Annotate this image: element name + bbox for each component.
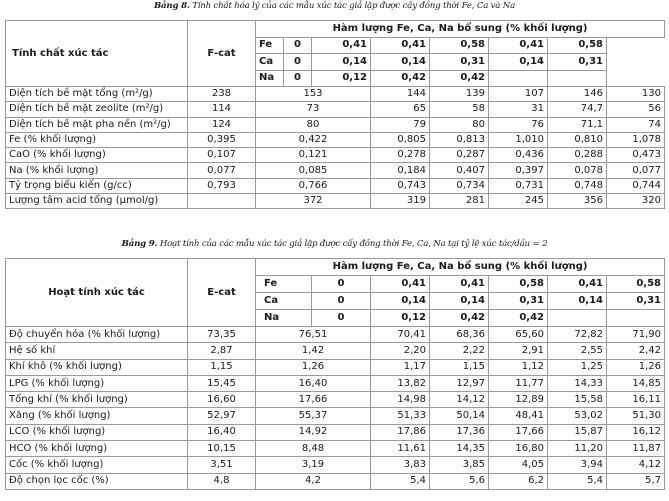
- cell-value: 15,58: [548, 392, 607, 408]
- metal-label: Fe: [256, 276, 312, 293]
- ref-value: 4,8: [188, 473, 256, 489]
- cell-value: 4,2: [256, 473, 371, 489]
- ref-value: 52,97: [188, 408, 256, 424]
- cell-value: 0,397: [489, 163, 548, 178]
- metal-value: 0: [312, 276, 371, 293]
- row-label: Độ chọn lọc cốc (%): [6, 473, 188, 489]
- cell-value: 0,813: [430, 132, 489, 147]
- cell-value: 17,86: [371, 424, 430, 440]
- cell-value: 107: [489, 87, 548, 102]
- cell-value: 11,20: [548, 441, 607, 457]
- table2: [5, 258, 665, 490]
- table1-caption-label: Bảng 8.: [153, 1, 190, 11]
- row-label: Khí khô (% khối lượng): [6, 359, 188, 375]
- table-row: [6, 473, 665, 489]
- table2-group-header: Hàm lượng Fe, Ca, Na bổ sung (% khối lượng): [256, 259, 665, 276]
- metal-value: 0,31: [430, 54, 489, 71]
- metal-value: 0: [284, 54, 312, 71]
- metal-value: 0,58: [430, 37, 489, 54]
- cell-value: 1,15: [430, 359, 489, 375]
- row-label: Tỷ trọng biểu kiến (g/cc): [6, 178, 188, 193]
- cell-value: 2,55: [548, 343, 607, 359]
- cell-value: 1,26: [256, 359, 371, 375]
- cell-value: 2,20: [371, 343, 430, 359]
- row-label: Tổng khí (% khối lượng): [6, 392, 188, 408]
- cell-value: 144: [371, 87, 430, 102]
- row-label: Diện tích bề mặt zeolite (m²/g): [6, 102, 188, 117]
- metal-value: 0,41: [489, 37, 548, 54]
- metal-value: 0,41: [371, 276, 430, 293]
- cell-value: 14,12: [430, 392, 489, 408]
- cell-value: 72,82: [548, 327, 607, 343]
- cell-value: 31: [489, 102, 548, 117]
- ref-value: 238: [188, 87, 256, 102]
- ref-value: 16,40: [188, 424, 256, 440]
- cell-value: 16,11: [607, 392, 665, 408]
- row-label: Lượng tâm acid tổng (µmol/g): [6, 194, 188, 209]
- cell-value: 3,85: [430, 457, 489, 473]
- ref-value: 73,35: [188, 327, 256, 343]
- cell-value: 146: [548, 87, 607, 102]
- cell-value: 1,25: [548, 359, 607, 375]
- metal-value: 0,12: [371, 310, 430, 327]
- row-label: CaO (% khối lượng): [6, 148, 188, 163]
- cell-value: 14,33: [548, 375, 607, 391]
- cell-value: 1,26: [607, 359, 665, 375]
- cell-value: 0,288: [548, 148, 607, 163]
- cell-value: 0,734: [430, 178, 489, 193]
- cell-value: 1,12: [489, 359, 548, 375]
- cell-value: 80: [256, 117, 371, 132]
- metal-value: [548, 70, 607, 87]
- metal-label: Ca: [256, 293, 312, 310]
- table-row: [6, 424, 665, 440]
- cell-value: 11,61: [371, 441, 430, 457]
- row-label: Diện tích bề mặt pha nền (m²/g): [6, 117, 188, 132]
- cell-value: 12,97: [430, 375, 489, 391]
- metal-value: 0,31: [548, 54, 607, 71]
- metal-label: Ca: [256, 54, 284, 71]
- table-row: [6, 194, 665, 209]
- metal-value: 0,14: [371, 293, 430, 310]
- metal-value: 0,14: [548, 293, 607, 310]
- row-label: Hệ số khí: [6, 343, 188, 359]
- cell-value: 0,810: [548, 132, 607, 147]
- metal-value: [607, 310, 665, 327]
- cell-value: 372: [256, 194, 371, 209]
- cell-value: 51,30: [607, 408, 665, 424]
- row-label: LCO (% khối lượng): [6, 424, 188, 440]
- cell-value: 15,87: [548, 424, 607, 440]
- ref-value: 0,793: [188, 178, 256, 193]
- row-label: Cốc (% khối lượng): [6, 457, 188, 473]
- row-label: Diện tích bề mặt tổng (m²/g): [6, 87, 188, 102]
- cell-value: 0,184: [371, 163, 430, 178]
- cell-value: 17,66: [256, 392, 371, 408]
- cell-value: 13,82: [371, 375, 430, 391]
- table2-ref-header: E-cat: [188, 259, 256, 327]
- metal-value: 0,41: [371, 37, 430, 54]
- cell-value: 17,36: [430, 424, 489, 440]
- ref-value: 15,45: [188, 375, 256, 391]
- cell-value: 16,12: [607, 424, 665, 440]
- metal-value: 0,58: [548, 37, 607, 54]
- cell-value: 5,7: [607, 473, 665, 489]
- table-row: [6, 132, 665, 147]
- cell-value: 73: [256, 102, 371, 117]
- cell-value: 4,05: [489, 457, 548, 473]
- cell-value: 0,436: [489, 148, 548, 163]
- cell-value: 11,77: [489, 375, 548, 391]
- table2-row-header: Hoạt tính xúc tác: [6, 259, 188, 327]
- cell-value: 6,2: [489, 473, 548, 489]
- cell-value: 70,41: [371, 327, 430, 343]
- table-row: [6, 178, 665, 193]
- cell-value: 80: [430, 117, 489, 132]
- metal-value: [489, 70, 548, 87]
- cell-value: 0,085: [256, 163, 371, 178]
- cell-value: 79: [371, 117, 430, 132]
- table-row: [6, 102, 665, 117]
- cell-value: 2,42: [607, 343, 665, 359]
- cell-value: 4,12: [607, 457, 665, 473]
- cell-value: 65,60: [489, 327, 548, 343]
- ref-value: 3,51: [188, 457, 256, 473]
- cell-value: 130: [607, 87, 665, 102]
- table-row: [6, 343, 665, 359]
- cell-value: 1,078: [607, 132, 665, 147]
- cell-value: 0,743: [371, 178, 430, 193]
- table1-group-header: Hàm lượng Fe, Ca, Na bổ sung (% khối lượng): [256, 21, 665, 38]
- cell-value: 58: [430, 102, 489, 117]
- cell-value: 5,6: [430, 473, 489, 489]
- cell-value: 14,85: [607, 375, 665, 391]
- ref-value: 114: [188, 102, 256, 117]
- table2-caption-label: Bảng 9.: [121, 239, 158, 249]
- table1: [5, 20, 665, 209]
- table-row: [6, 441, 665, 457]
- table-row: [6, 457, 665, 473]
- metal-value: [548, 310, 607, 327]
- cell-value: 5,4: [548, 473, 607, 489]
- table1-caption: [0, 1, 669, 11]
- cell-value: 1,010: [489, 132, 548, 147]
- metal-value: 0,41: [430, 276, 489, 293]
- metal-value: 0: [284, 70, 312, 87]
- metal-label: Fe: [256, 37, 284, 54]
- ref-value: 0,077: [188, 163, 256, 178]
- metal-value: 0,42: [489, 310, 548, 327]
- cell-value: 3,19: [256, 457, 371, 473]
- ref-value: [188, 194, 256, 209]
- table-row: [6, 87, 665, 102]
- cell-value: 48,41: [489, 408, 548, 424]
- cell-value: 2,91: [489, 343, 548, 359]
- cell-value: 55,37: [256, 408, 371, 424]
- cell-value: 12,89: [489, 392, 548, 408]
- row-label: LPG (% khối lượng): [6, 375, 188, 391]
- table2-caption: [0, 239, 669, 249]
- cell-value: 8,48: [256, 441, 371, 457]
- cell-value: 319: [371, 194, 430, 209]
- metal-value: 0: [284, 37, 312, 54]
- cell-value: 16,80: [489, 441, 548, 457]
- cell-value: 0,766: [256, 178, 371, 193]
- cell-value: 356: [548, 194, 607, 209]
- table-row: [6, 117, 665, 132]
- cell-value: 56: [607, 102, 665, 117]
- cell-value: 320: [607, 194, 665, 209]
- cell-value: 0,805: [371, 132, 430, 147]
- metal-value: 0,31: [607, 293, 665, 310]
- row-label: Fe (% khối lượng): [6, 132, 188, 147]
- cell-value: 76,51: [256, 327, 371, 343]
- cell-value: 245: [489, 194, 548, 209]
- cell-value: 71,1: [548, 117, 607, 132]
- metal-value: 0,14: [312, 54, 371, 71]
- metal-value: 0,41: [548, 276, 607, 293]
- table-row: [6, 375, 665, 391]
- row-label: Xăng (% khối lượng): [6, 408, 188, 424]
- cell-value: 0,287: [430, 148, 489, 163]
- cell-value: 0,407: [430, 163, 489, 178]
- ref-value: 1,15: [188, 359, 256, 375]
- row-label: HCO (% khối lượng): [6, 441, 188, 457]
- metal-label: Na: [256, 310, 312, 327]
- metal-value: 0,14: [371, 54, 430, 71]
- cell-value: 153: [256, 87, 371, 102]
- row-label: Độ chuyển hóa (% khối lượng): [6, 327, 188, 343]
- cell-value: 1,42: [256, 343, 371, 359]
- table1-row-header: Tính chất xúc tác: [6, 21, 188, 87]
- cell-value: 11,87: [607, 441, 665, 457]
- cell-value: 14,98: [371, 392, 430, 408]
- table-row: [6, 359, 665, 375]
- metal-value: 0,12: [312, 70, 371, 87]
- cell-value: 68,36: [430, 327, 489, 343]
- metal-value: 0,58: [489, 276, 548, 293]
- cell-value: 76: [489, 117, 548, 132]
- metal-value: 0,42: [371, 70, 430, 87]
- cell-value: 3,83: [371, 457, 430, 473]
- cell-value: 16,40: [256, 375, 371, 391]
- ref-value: 2,87: [188, 343, 256, 359]
- cell-value: 0,121: [256, 148, 371, 163]
- table-row: [6, 327, 665, 343]
- cell-value: 65: [371, 102, 430, 117]
- cell-value: 0,731: [489, 178, 548, 193]
- cell-value: 14,35: [430, 441, 489, 457]
- cell-value: 1,17: [371, 359, 430, 375]
- cell-value: 3,94: [548, 457, 607, 473]
- ref-value: 10,15: [188, 441, 256, 457]
- cell-value: 0,077: [607, 163, 665, 178]
- cell-value: 0,278: [371, 148, 430, 163]
- ref-value: 0,107: [188, 148, 256, 163]
- table-row: [6, 148, 665, 163]
- cell-value: 2,22: [430, 343, 489, 359]
- metal-value: 0: [312, 293, 371, 310]
- metal-value: 0,42: [430, 310, 489, 327]
- cell-value: 53,02: [548, 408, 607, 424]
- cell-value: 71,90: [607, 327, 665, 343]
- cell-value: 0,748: [548, 178, 607, 193]
- metal-value: 0,41: [312, 37, 371, 54]
- row-label: Na (% khối lượng): [6, 163, 188, 178]
- cell-value: 281: [430, 194, 489, 209]
- cell-value: 0,078: [548, 163, 607, 178]
- cell-value: 0,422: [256, 132, 371, 147]
- metal-value: 0: [312, 310, 371, 327]
- cell-value: 139: [430, 87, 489, 102]
- ref-value: 16,60: [188, 392, 256, 408]
- table-row: [6, 408, 665, 424]
- metal-value: 0,42: [430, 70, 489, 87]
- metal-label: Na: [256, 70, 284, 87]
- cell-value: 5,4: [371, 473, 430, 489]
- cell-value: 74,7: [548, 102, 607, 117]
- cell-value: 14,92: [256, 424, 371, 440]
- table1-ref-header: F-cat: [188, 21, 256, 87]
- cell-value: 0,744: [607, 178, 665, 193]
- table-row: [6, 163, 665, 178]
- cell-value: 50,14: [430, 408, 489, 424]
- cell-value: 0,473: [607, 148, 665, 163]
- table2-caption-text: Hoạt tính của các mẫu xúc tác giả lập được cấy đồng thời Fe, Ca, Na tại tỷ lệ xúc tác/dầu = 2: [159, 239, 548, 249]
- cell-value: 17,66: [489, 424, 548, 440]
- metal-value: 0,14: [430, 293, 489, 310]
- metal-value: 0,31: [489, 293, 548, 310]
- cell-value: 51,33: [371, 408, 430, 424]
- ref-value: 124: [188, 117, 256, 132]
- cell-value: 74: [607, 117, 665, 132]
- metal-value: 0,58: [607, 276, 665, 293]
- metal-value: 0,14: [489, 54, 548, 71]
- table-row: [6, 392, 665, 408]
- table1-caption-text: Tính chất hóa lý của các mẫu xúc tác giả lập được cấy đồng thời Fe, Ca và Na: [192, 1, 516, 11]
- ref-value: 0,395: [188, 132, 256, 147]
